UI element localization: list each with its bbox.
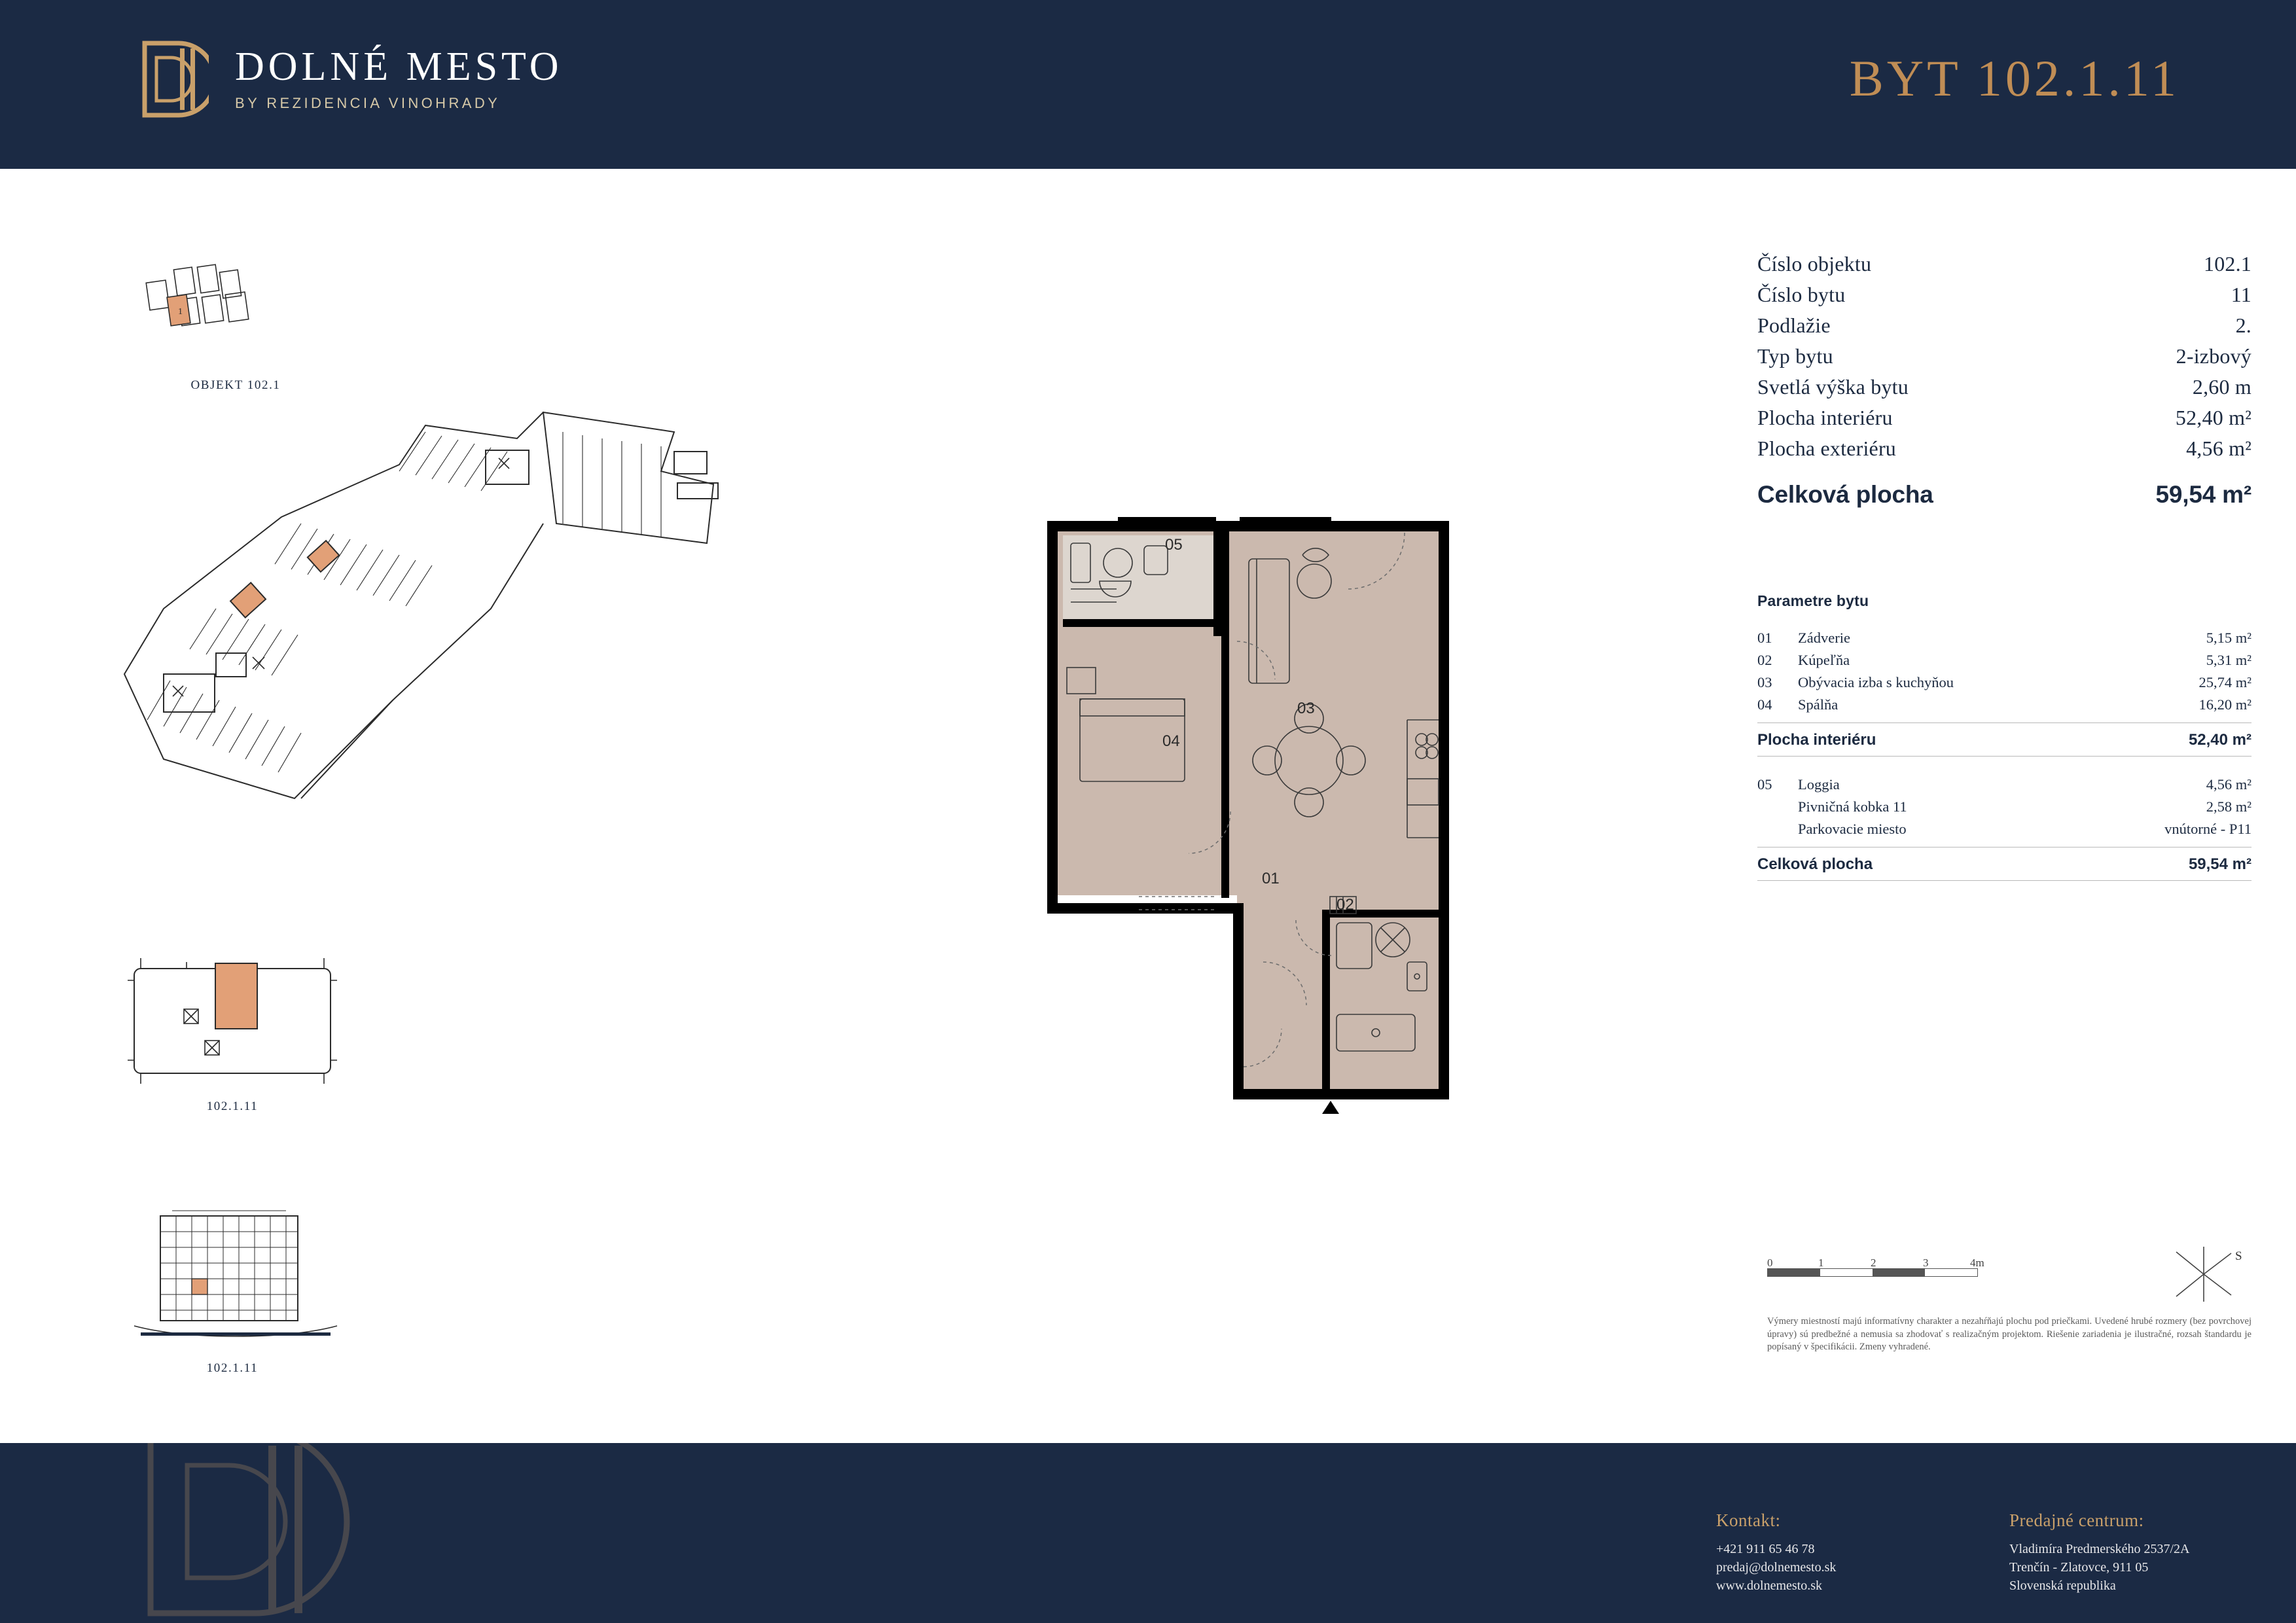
room-area: 4,56 m² — [2206, 776, 2251, 793]
info-row — [1757, 249, 2251, 279]
info-label: Typ bytu — [1757, 344, 1833, 368]
svg-text:S: S — [2235, 1249, 2242, 1263]
table-row — [1757, 774, 2251, 796]
logo-subtitle: BY REZIDENCIA VINOHRADY — [235, 95, 501, 111]
interior-total-row — [1757, 731, 2251, 749]
info-row — [1757, 310, 2251, 341]
info-value: 4,56 m² — [2186, 437, 2251, 460]
compass-icon — [2170, 1240, 2248, 1312]
room-name: Loggia — [1798, 776, 1840, 793]
scale-tick: 3 — [1923, 1257, 1929, 1269]
svg-text:1: 1 — [178, 307, 183, 317]
divider — [1757, 756, 2251, 757]
footer-email[interactable]: predaj@dolnemesto.sk — [1716, 1560, 1837, 1575]
disclaimer-text: Výmery miestností majú informatívny charakter a nezahŕňajú plochu pod priečkami. Uvedené hrubé rozmery (bez povrchovej úpravy) sú predbežné a nemusia sa zhodovať s realizačným projektom. Riešenie zariadenia je ilustračné, rozsah štandardu je popísaný v špecifikácii. Zmeny vyhradené. — [1767, 1316, 2251, 1352]
info-row — [1757, 372, 2251, 402]
room-num: 03 — [1757, 674, 1772, 690]
room-name: Spálňa — [1798, 696, 1839, 713]
room-num: 02 — [1757, 652, 1772, 668]
table-row — [1757, 796, 2251, 818]
room-name: Parkovacie miesto — [1798, 821, 1907, 837]
room-num: 04 — [1757, 696, 1772, 713]
total-area-value: 59,54 m² — [2155, 481, 2251, 508]
footer-address-street: Vladimíra Predmerského 2537/2A — [2009, 1542, 2190, 1556]
room-area: 5,15 m² — [2206, 630, 2251, 646]
info-value: 11 — [2231, 283, 2251, 306]
info-row — [1757, 433, 2251, 464]
room-num — [1757, 818, 1798, 840]
table-row — [1757, 818, 2251, 840]
table-row — [1757, 627, 2251, 649]
scale-tick: 0 — [1767, 1257, 1773, 1269]
logo-title: DOLNÉ MESTO — [235, 45, 563, 89]
room-label-04: 04 — [1162, 732, 1180, 750]
room-label-05: 05 — [1165, 536, 1183, 554]
total-area-row — [1757, 481, 2251, 508]
apartment-info-panel — [1757, 249, 2251, 889]
info-label: Podlažie — [1757, 313, 1831, 337]
footer-phone: +421 911 65 46 78 — [1716, 1542, 1815, 1556]
scale-tick: 4m — [1970, 1257, 1984, 1269]
grand-total-label: Celková plocha — [1757, 855, 1873, 873]
room-area: 16,20 m² — [2198, 696, 2251, 713]
divider — [1757, 722, 2251, 723]
scale-bar — [1767, 1257, 2003, 1277]
room-area: 5,31 m² — [2206, 652, 2251, 668]
room-num — [1757, 796, 1798, 818]
objekt-caption: OBJEKT 102.1 — [190, 378, 281, 392]
divider — [1757, 880, 2251, 881]
info-label: Plocha interiéru — [1757, 406, 1893, 429]
room-num: 05 — [1757, 776, 1772, 793]
info-label: Číslo bytu — [1757, 283, 1846, 306]
unit-title: BYT 102.1.11 — [1849, 50, 2179, 107]
info-row — [1757, 279, 2251, 310]
footer-sales-block — [2009, 1510, 2190, 1595]
footer-website[interactable]: www.dolnemesto.sk — [1716, 1578, 1823, 1593]
elevation-caption: 102.1.11 — [206, 1361, 259, 1375]
info-label: Plocha exteriéru — [1757, 437, 1896, 460]
info-value: 102.1 — [2204, 252, 2251, 276]
info-label: Číslo objektu — [1757, 252, 1872, 276]
table-row — [1757, 649, 2251, 671]
grand-total-value: 59,54 m² — [2188, 855, 2251, 873]
page-header — [0, 0, 2296, 169]
table-row — [1757, 694, 2251, 716]
info-label: Svetlá výška bytu — [1757, 375, 1909, 399]
info-value: 2. — [2235, 313, 2251, 337]
objekt-key-plan — [143, 262, 339, 366]
room-name: Obývacia izba s kuchyňou — [1798, 674, 1954, 690]
footer-address-country: Slovenská republika — [2009, 1578, 2116, 1593]
scale-tick: 1 — [1818, 1257, 1824, 1269]
room-name: Kúpeľňa — [1798, 652, 1850, 668]
total-area-label: Celková plocha — [1757, 481, 1933, 508]
footer-address-city: Trenčín - Zlatovce, 911 05 — [2009, 1560, 2149, 1575]
info-value: 52,40 m² — [2175, 406, 2251, 429]
info-value: 2-izbový — [2176, 344, 2251, 368]
room-name: Pivničná kobka 11 — [1798, 798, 1907, 815]
footer-contact-title: Kontakt: — [1716, 1510, 1781, 1530]
footer-sales-title: Predajné centrum: — [2009, 1510, 2144, 1530]
params-table-exterior — [1757, 774, 2251, 840]
floor-caption: 102.1.11 — [206, 1099, 259, 1113]
brand-logo — [141, 39, 563, 119]
page-footer — [0, 1443, 2296, 1623]
info-value: 2,60 m — [2192, 375, 2251, 399]
info-row — [1757, 341, 2251, 372]
room-area: 2,58 m² — [2206, 798, 2251, 815]
apartment-floor-plan — [1041, 504, 1486, 1158]
room-label-02: 02 — [1336, 896, 1354, 914]
scale-tick: 2 — [1871, 1257, 1876, 1269]
room-name: Zádverie — [1798, 630, 1850, 646]
footer-contact-block — [1716, 1510, 1836, 1595]
grand-total-row — [1757, 855, 2251, 874]
table-row — [1757, 671, 2251, 694]
params-table — [1757, 627, 2251, 716]
interior-total-value: 52,40 m² — [2188, 731, 2251, 749]
footer-logo-watermark — [131, 1443, 406, 1623]
floor-key-plan — [128, 949, 337, 1093]
params-title: Parametre bytu — [1757, 592, 1869, 609]
room-label-01: 01 — [1262, 870, 1280, 887]
room-area: vnútorné - P11 — [2164, 821, 2251, 837]
elevation-drawing — [121, 1204, 350, 1355]
room-num: 01 — [1757, 630, 1772, 646]
logo-mark-icon — [141, 39, 209, 119]
info-row — [1757, 402, 2251, 433]
interior-total-label: Plocha interiéru — [1757, 731, 1876, 749]
site-plan-drawing — [85, 393, 779, 851]
scale-tick-labels — [1767, 1257, 2003, 1268]
room-area: 25,74 m² — [2198, 674, 2251, 690]
room-label-03: 03 — [1297, 700, 1315, 717]
